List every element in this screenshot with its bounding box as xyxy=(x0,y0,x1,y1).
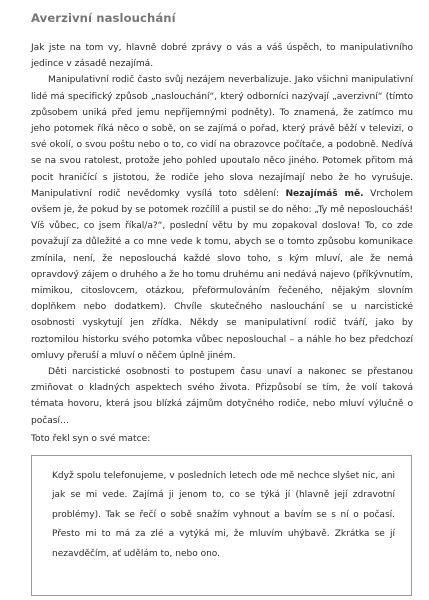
paragraph-2-text: Manipulativní rodič často svůj nezájem neverbalizuje. Jako všichni manipulativní lidé má specifický způsob „naslouchání“, který odborníci nazývají „averzivní“ (tímto způsobem uniká před jemu nepříjemnými podněty). To znamená, že zatímco mu jeho potomek říká něco o sobě, on se zajímá o pořad, který právě běží v televizi, o své okolí, o svou poštu nebo o to, co vidí na obrazovce počítače, a podobně. Nedívá se na svou ratolest, protože jeho pohled upoutalo něco jiného. Potomek přitom má pocit hraničící s jistotou, že rodiče jeho slova nezajímají nebo že ho vyrušuje. Manipulativní rodič nevědomky vysílá toto sdělení: xyxy=(31,75,413,199)
paragraph-2 xyxy=(31,72,413,364)
quote-intro: Toto řekl syn o své matce: xyxy=(31,434,151,444)
section-heading: Averzivní naslouchání xyxy=(31,11,176,25)
paragraph-2-continued: Vrcholem ovšem je, že pokud by se potomek rozčílil a pustil se do něho: „Ty mě neposloucháš! Víš vůbec, co jsem říkal/a?“, poslední větu by mu zopakoval doslova! To, co zde považují za důležité a co mne vede k tomu, abych se o tomto způsobu komunikace zmínila, není, že neposlouchá každé slovo toho, s kým mluví, ale že nemá opravdový zájem o druhého a že ho tomu druhému ani nedává najevo (příkývnutím, mimikou, citoslovcem, otázkou, přeformulováním řečeného, nějakým slovním doplňkem nebo dodatkem). Chvíle skutečného naslouchání se u narcistické osobnosti vyskytují jen zřídka. Někdy se manipulativní rodič tváří, jako by roztomilou historku svého potomka vůbec neposlouchal – a náhle ho bez předchozí omluvy přeruší a mluví o něčem úplně jiném. xyxy=(31,188,413,361)
paragraph-3: Děti narcistické osobnosti to postupem času unaví a nakonec se přestanou zmiňovat o kladných aspektech svého života. Přizpůsobí se tím, že volí taková témata hovoru, která jsou blízká zájmům dotyčného rodiče, nebo mluví výlučně o počasí… xyxy=(31,367,413,426)
body-text xyxy=(31,40,413,429)
quote-box xyxy=(31,455,412,596)
quote-paragraph: Když spolu telefonujeme, v posledních letech ode mě nechce slyšet nic, ani jak se mi vede. Zajímá ji jenom to, co se týká jí (hlavně její zdravotní problémy). Tak se řečí o sobě snažím vyhnout a bavím se s ní o počasí. Přesto mi to má za zlé a vytýká mi, že mluvím uhýbavě. Zkrátka se jí nezavděčím, ať udělám to, nebo ono. xyxy=(52,471,395,559)
bold-phrase: Nezajímáš mě. xyxy=(285,188,364,199)
paragraph-1: Jak jste na tom vy, hlavně dobré zprávy o vás a váš úspěch, to manipulativního jedince v zásadě nezajímá. xyxy=(31,43,413,70)
quote-text xyxy=(52,467,395,564)
